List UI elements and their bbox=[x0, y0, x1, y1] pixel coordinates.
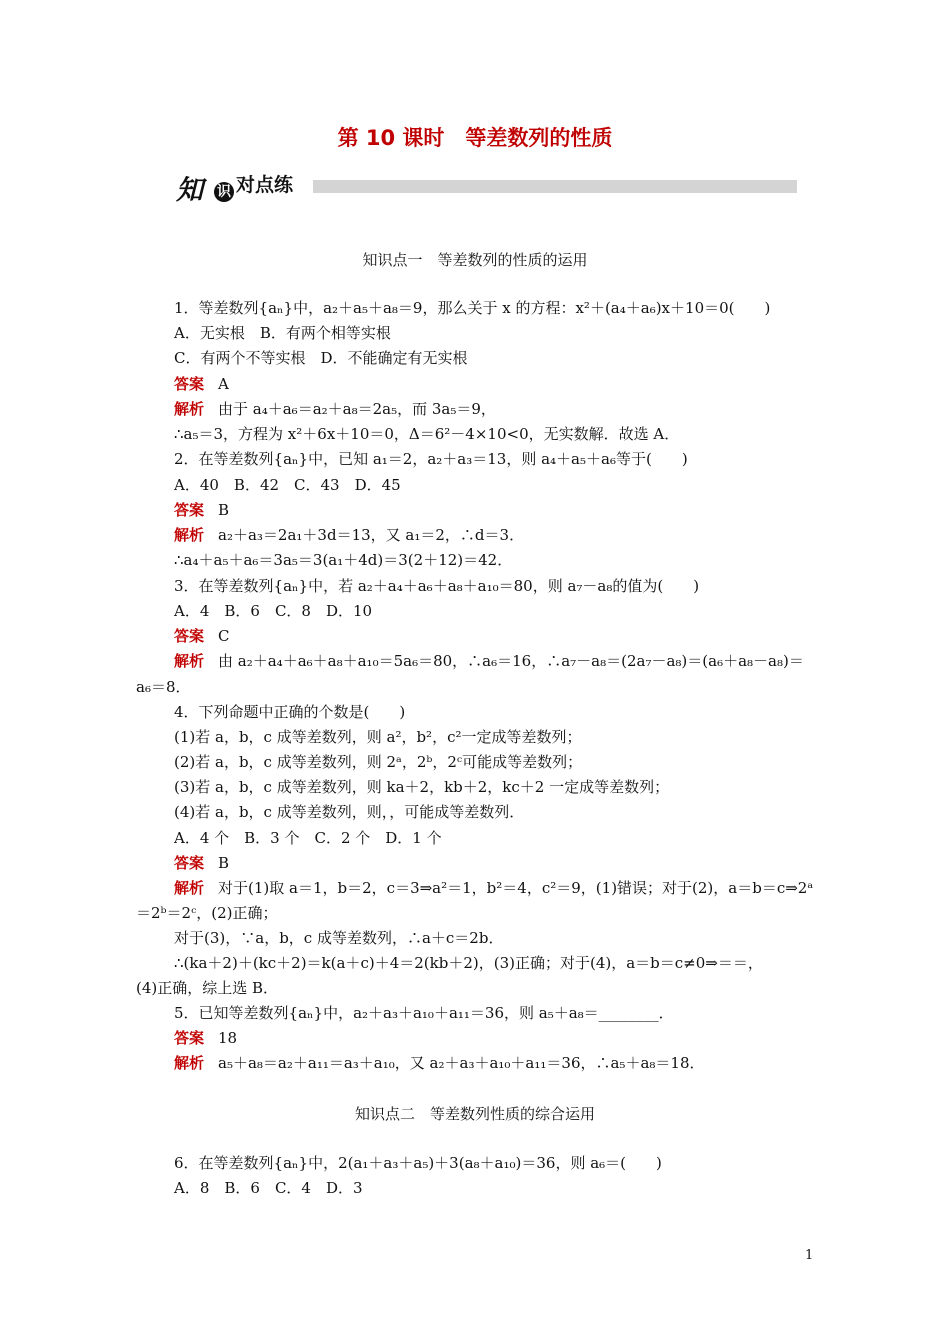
question-4-proposition-4: (4)若 a，b，c 成等差数列，则，，可能成等差数列． bbox=[174, 803, 525, 821]
answer-label: 答案 bbox=[174, 375, 205, 393]
answer-label: 答案 bbox=[174, 854, 205, 872]
page-title: 第 10 课时 等差数列的性质 bbox=[337, 126, 613, 150]
answer-label: 答案 bbox=[174, 627, 205, 645]
question-1-options-ab: A．无实根 B．有两个相等实根 bbox=[174, 324, 391, 342]
banner-label: 对点练 bbox=[236, 174, 294, 196]
question-3-answer bbox=[174, 626, 230, 646]
analysis-label: 解析 bbox=[174, 400, 205, 418]
question-2: 2．在等差数列{aₙ}中，已知 a₁＝2，a₂＋a₃＝13，则 a₄＋a₅＋a₆等于( ) bbox=[174, 450, 688, 468]
question-4-answer bbox=[174, 853, 229, 873]
question-1-answer bbox=[174, 374, 229, 394]
question-2-options: A．40 B．42 C．43 D．45 bbox=[174, 476, 401, 494]
analysis-text: 由 a₂＋a₄＋a₆＋a₈＋a₁₀＝5a₆＝80，∴a₆＝16，∴a₇－a₈＝(2a₇－a₈)＝(a₆＋a₈－a₈)＝ bbox=[218, 652, 804, 670]
question-4-analysis-cont-2: 对于(3)，∵a，b，c 成等差数列，∴a＋c＝2b． bbox=[174, 929, 504, 947]
question-4-analysis-cont-1: ＝2ᵇ＝2ᶜ，(2)正确； bbox=[136, 904, 278, 922]
question-3-analysis bbox=[174, 651, 804, 671]
answer-value: A bbox=[218, 375, 229, 393]
answer-value: 18 bbox=[218, 1029, 238, 1047]
question-5-analysis bbox=[174, 1053, 705, 1073]
question-1: 1．等差数列{aₙ}中，a₂＋a₅＋a₈＝9，那么关于 x 的方程：x²＋(a₄＋a₆)x＋10＝0( ) bbox=[174, 299, 771, 317]
answer-value: B bbox=[218, 501, 230, 519]
analysis-label: 解析 bbox=[174, 1054, 205, 1072]
question-1-options-cd: C．有两个不等实根 D．不能确定有无实根 bbox=[174, 349, 468, 367]
question-3: 3．在等差数列{aₙ}中，若 a₂＋a₄＋a₆＋a₈＋a₁₀＝80，则 a₇－a₈的值为( ) bbox=[174, 577, 700, 595]
answer-label: 答案 bbox=[174, 501, 205, 519]
analysis-label: 解析 bbox=[174, 526, 205, 544]
question-4-proposition-1: (1)若 a，b，c 成等差数列，则 a²，b²，c²一定成等差数列； bbox=[174, 728, 582, 746]
question-4-options: A．4 个 B．3 个 C．2 个 D．1 个 bbox=[174, 829, 442, 847]
page-number: 1 bbox=[805, 1248, 814, 1263]
answer-label: 答案 bbox=[174, 1029, 205, 1047]
question-1-analysis-cont: ∴a₅＝3，方程为 x²＋6x＋10＝0，Δ＝6²－4×10<0，无实数解．故选 A． bbox=[174, 425, 680, 443]
analysis-text: 对于(1)取 a＝1，b＝2，c＝3⇒a²＝1，b²＝4，c²＝9，(1)错误；对于(2)，a＝b＝c⇒2ᵃ bbox=[218, 879, 814, 897]
section-heading-1: 知识点一 等差数列的性质的运用 bbox=[362, 251, 588, 269]
question-4-analysis bbox=[174, 878, 813, 898]
answer-value: C bbox=[218, 627, 230, 645]
question-4-proposition-3: (3)若 a，b，c 成等差数列，则 ka＋2，kb＋2，kc＋2 一定成等差数列； bbox=[174, 778, 670, 796]
banner-logo-badge: 识 bbox=[214, 182, 234, 202]
question-3-options: A．4 B．6 C．8 D．10 bbox=[174, 602, 373, 620]
analysis-text: a₅＋a₈＝a₂＋a₁₁＝a₃＋a₁₀，又 a₂＋a₃＋a₁₀＋a₁₁＝36，∴a₅＋a₈＝18． bbox=[218, 1054, 705, 1072]
question-2-answer bbox=[174, 500, 229, 520]
section-banner bbox=[176, 168, 798, 208]
question-6-options: A．8 B．6 C．4 D．3 bbox=[174, 1179, 363, 1197]
banner-divider-bar bbox=[313, 180, 797, 193]
question-4-proposition-2: (2)若 a，b，c 成等差数列，则 2ᵃ，2ᵇ，2ᶜ可能成等差数列； bbox=[174, 753, 583, 771]
question-4-analysis-cont-3: ∴(ka＋2)＋(kc＋2)＝k(a＋c)＋4＝2(kb＋2)，(3)正确；对于(4)，a＝b＝c≠0⇒＝＝， bbox=[174, 954, 763, 972]
question-5-answer bbox=[174, 1028, 237, 1048]
question-5: 5．已知等差数列{aₙ}中，a₂＋a₃＋a₁₀＋a₁₁＝36，则 a₅＋a₈＝________． bbox=[174, 1004, 674, 1022]
analysis-text: 由于 a₄＋a₆＝a₂＋a₈＝2a₅，而 3a₅＝9， bbox=[218, 400, 496, 418]
question-1-analysis bbox=[174, 399, 496, 419]
analysis-label: 解析 bbox=[174, 879, 205, 897]
answer-value: B bbox=[218, 854, 230, 872]
question-4: 4．下列命题中正确的个数是( ) bbox=[174, 703, 406, 721]
question-2-analysis bbox=[174, 525, 524, 545]
section-heading-2: 知识点二 等差数列性质的综合运用 bbox=[354, 1105, 595, 1123]
banner-logo-glyph: 知 bbox=[176, 175, 201, 206]
question-4-analysis-cont-4: (4)正确，综上选 B． bbox=[136, 979, 279, 997]
question-6: 6．在等差数列{aₙ}中，2(a₁＋a₃＋a₅)＋3(a₈＋a₁₀)＝36，则 a₆＝( ) bbox=[174, 1154, 662, 1172]
question-2-analysis-cont: ∴a₄＋a₅＋a₆＝3a₅＝3(a₁＋4d)＝3(2＋12)＝42． bbox=[174, 551, 513, 569]
question-3-analysis-cont: a₆＝8． bbox=[136, 678, 191, 696]
analysis-text: a₂＋a₃＝2a₁＋3d＝13，又 a₁＝2，∴d＝3． bbox=[218, 526, 525, 544]
analysis-label: 解析 bbox=[174, 652, 205, 670]
